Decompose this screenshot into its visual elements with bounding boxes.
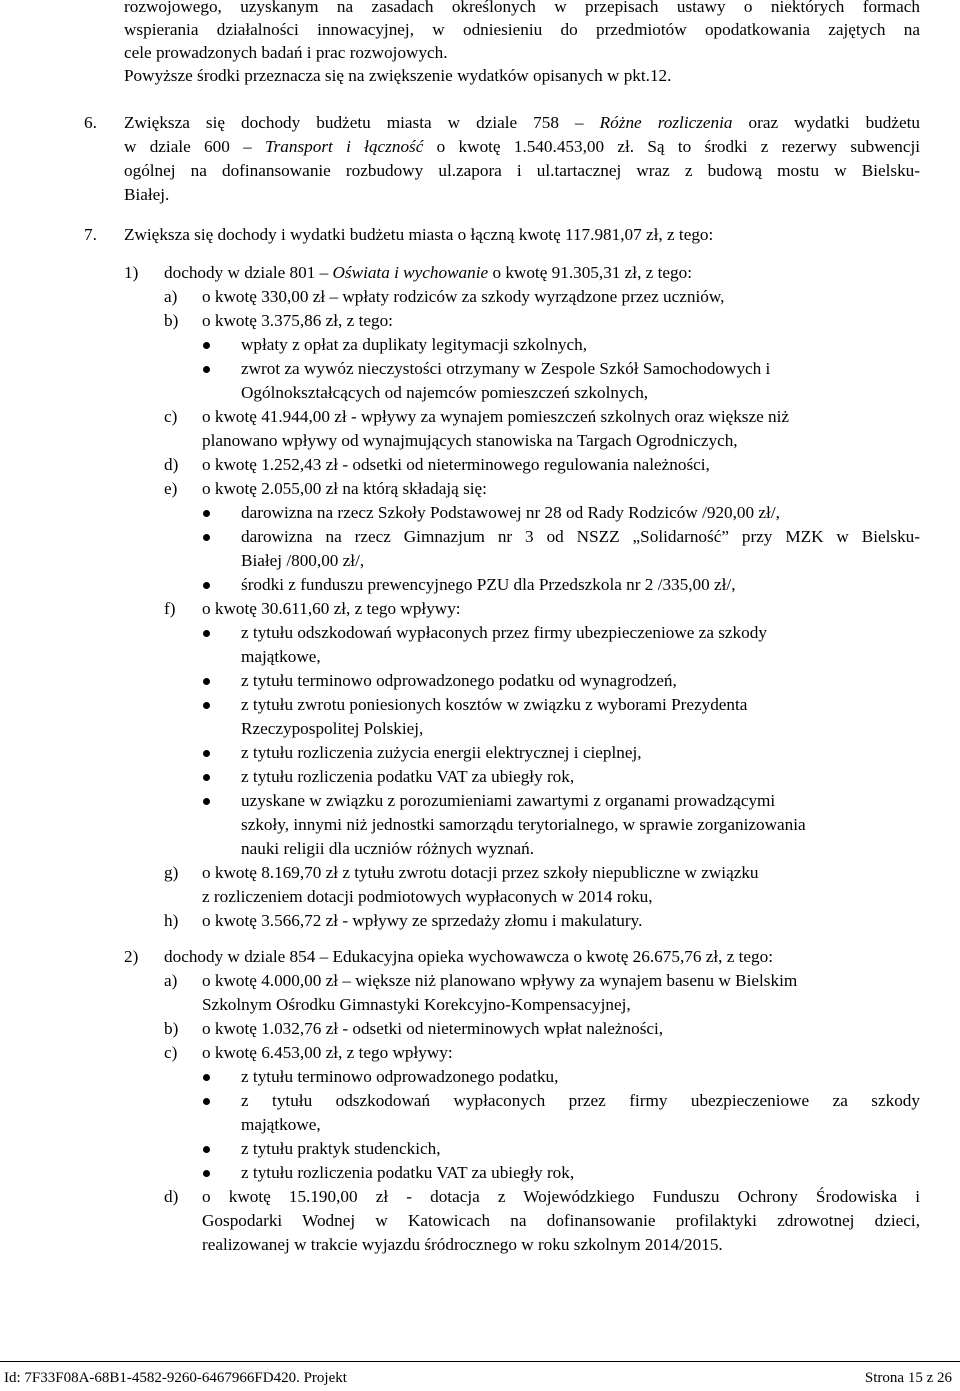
bullet-icon [203,1146,210,1153]
text-run: Zwiększa się dochody budżetu miasta w dziale 758 – [124,113,584,132]
section1-heading [164,262,692,284]
list-letter: f) [164,599,176,618]
bullet-text: darowizna na rzecz Gimnazjum nr 3 od NSZZ „Solidarność” przy MZK w Bielsku- [241,527,920,546]
list-item-text: o kwotę 1.252,43 zł - odsetki od nieterminowego regulowania należności, [202,455,710,474]
page-number: Strona 15 z 26 [864,1370,952,1386]
text-run: w dziale 600 – [124,137,252,156]
section-number: 1) [124,263,139,282]
bullet-icon [203,342,210,349]
section-number: 2) [124,947,139,966]
list-item-text: o kwotę 41.944,00 zł - wpływy za wynajem pomieszczeń szkolnych oraz większe niż [202,407,790,426]
bullet-icon [203,630,210,637]
bullet-text: z tytułu odszkodowań wypłaconych przez firmy ubezpieczeniowe za szkody [241,623,767,642]
italic-run: Różne rozliczenia [599,113,733,132]
paragraph-line: wspierania działalności innowacyjnej, w odniesieniu do przedmiotów opodatkowania zajętych na [124,20,920,39]
bullet-icon [203,678,210,685]
bullet-text: z tytułu praktyk studenckich, [241,1139,441,1158]
list-letter: d) [164,1187,179,1206]
bullet-icon [203,1170,210,1177]
list-item-text: o kwotę 2.055,00 zł na którą składają się: [202,479,487,498]
item6-line-4: Białej. [124,185,170,204]
bullet-text: darowizna na rzecz Szkoły Podstawowej nr 28 od Rady Rodziców /920,00 zł/, [241,503,780,522]
list-letter: a) [164,971,178,990]
list-item-text: z rozliczeniem dotacji podmiotowych wypłaconych w 2014 roku, [202,887,653,906]
bullet-icon [203,534,210,541]
item6-line-2 [124,136,920,158]
bullet-text: majątkowe, [241,647,321,666]
item-number: 6. [84,113,97,132]
bullet-icon [203,1074,210,1081]
bullet-text: z tytułu terminowo odprowadzonego podatku od wynagrodzeń, [241,671,677,690]
bullet-icon [203,774,210,781]
document-id: Id: 7F33F08A-68B1-4582-9260-6467966FD420. Projekt [4,1370,347,1386]
bullet-icon [203,1098,210,1105]
list-letter: g) [164,863,179,882]
list-item-text: o kwotę 330,00 zł – wpłaty rodziców za szkody wyrządzone przez uczniów, [202,287,725,306]
text-run: dochody w dziale 801 – [164,263,329,282]
list-item-text: planowano wpływy od wynajmujących stanowiska na Targach Ogrodniczych, [202,431,738,450]
list-item-text: Szkolnym Ośrodku Gimnastyki Korekcyjno-Kompensacyjnej, [202,995,631,1014]
bullet-text: majątkowe, [241,1115,321,1134]
text-run: o kwotę 91.305,31 zł, z tego: [492,263,692,282]
item-number: 7. [84,225,97,244]
bullet-text: zwrot za wywóz nieczystości otrzymany w Zespole Szkół Samochodowych i [241,359,771,378]
text-run: o kwotę 1.540.453,00 zł. Są to środki z rezerwy subwencji [436,137,921,156]
list-item-text: o kwotę 8.169,70 zł z tytułu zwrotu dotacji przez szkoły niepubliczne w związku [202,863,759,882]
section2-heading: dochody w dziale 854 – Edukacyjna opieka wychowawcza o kwotę 26.675,76 zł, z tego: [164,947,774,966]
bullet-text: Rzeczypospolitej Polskiej, [241,719,424,738]
bullet-icon [203,750,210,757]
bullet-text: Białej /800,00 zł/, [241,551,365,570]
bullet-text: z tytułu rozliczenia zużycia energii elektrycznej i cieplnej, [241,743,642,762]
item6-line-3: ogólnej na dofinansowanie rozbudowy ul.zapora i ul.tartacznej wraz z budową mostu w Bielsku- [124,161,920,180]
list-item-text: o kwotę 3.375,86 zł, z tego: [202,311,393,330]
list-letter: a) [164,287,178,306]
footer-divider [0,1361,960,1362]
bullet-icon [203,510,210,517]
list-item-text: o kwotę 6.453,00 zł, z tego wpływy: [202,1043,453,1062]
bullet-text: wpłaty z opłat za duplikaty legitymacji szkolnych, [241,335,588,354]
italic-run: Oświata i wychowanie [332,263,489,282]
bullet-text: nauki religii dla uczniów różnych wyznań. [241,839,535,858]
text-run: oraz wydatki budżetu [748,113,920,132]
list-letter: h) [164,911,179,930]
italic-run: Transport i łączność [265,137,424,156]
item6-line-1 [124,112,920,134]
list-item-text: realizowanej w trakcie wyjazdu śródrocznego w roku szkolnym 2014/2015. [202,1235,723,1254]
list-item-text: o kwotę 3.566,72 zł - wpływy ze sprzedaży złomu i makulatury. [202,911,643,930]
bullet-text: z tytułu zwrotu poniesionych kosztów w związku z wyborami Prezydenta [241,695,748,714]
list-item-text: o kwotę 4.000,00 zł – większe niż planowano wpływy za wynajem basenu w Bielskim [202,971,798,990]
bullet-text: z tytułu rozliczenia podatku VAT za ubiegły rok, [241,1163,575,1182]
bullet-text: Ogólnokształcących od najemców pomieszczeń szkolnych, [241,383,649,402]
bullet-icon [203,702,210,709]
list-item-text: o kwotę 15.190,00 zł - dotacja z Wojewódzkiego Funduszu Ochrony Środowiska i [202,1187,920,1206]
bullet-text: z tytułu terminowo odprowadzonego podatku, [241,1067,559,1086]
paragraph-line: cele prowadzonych badań i prac rozwojowych. [124,43,448,62]
list-letter: b) [164,1019,179,1038]
paragraph-line: rozwojowego, uzyskanym na zasadach określonych w przepisach ustawy o niektórych formach [124,0,920,16]
bullet-icon [203,366,210,373]
list-letter: c) [164,1043,178,1062]
bullet-text: środki z funduszu prewencyjnego PZU dla Przedszkola nr 2 /335,00 zł/, [241,575,736,594]
bullet-text: szkoły, innymi niż jednostki samorządu terytorialnego, w sprawie zorganizowania [241,815,806,834]
list-item-text: o kwotę 1.032,76 zł - odsetki od nieterminowych wpłat należności, [202,1019,664,1038]
list-letter: b) [164,311,179,330]
list-letter: c) [164,407,178,426]
list-letter: e) [164,479,178,498]
bullet-text: uzyskane w związku z porozumieniami zawartymi z organami prowadzącymi [241,791,776,810]
paragraph-line: Powyższe środki przeznacza się na zwiększenie wydatków opisanych w pkt.12. [124,66,672,85]
list-letter: d) [164,455,179,474]
item7-text: Zwiększa się dochody i wydatki budżetu miasta o łączną kwotę 117.981,07 zł, z tego: [124,225,714,244]
bullet-icon [203,798,210,805]
bullet-icon [203,582,210,589]
list-item-text: Gospodarki Wodnej w Katowicach na dofinansowanie profilaktyki zdrowotnej dzieci, [202,1211,920,1230]
bullet-text: z tytułu odszkodowań wypłaconych przez firmy ubezpieczeniowe za szkody [241,1091,920,1110]
bullet-text: z tytułu rozliczenia podatku VAT za ubiegły rok, [241,767,575,786]
list-item-text: o kwotę 30.611,60 zł, z tego wpływy: [202,599,461,618]
